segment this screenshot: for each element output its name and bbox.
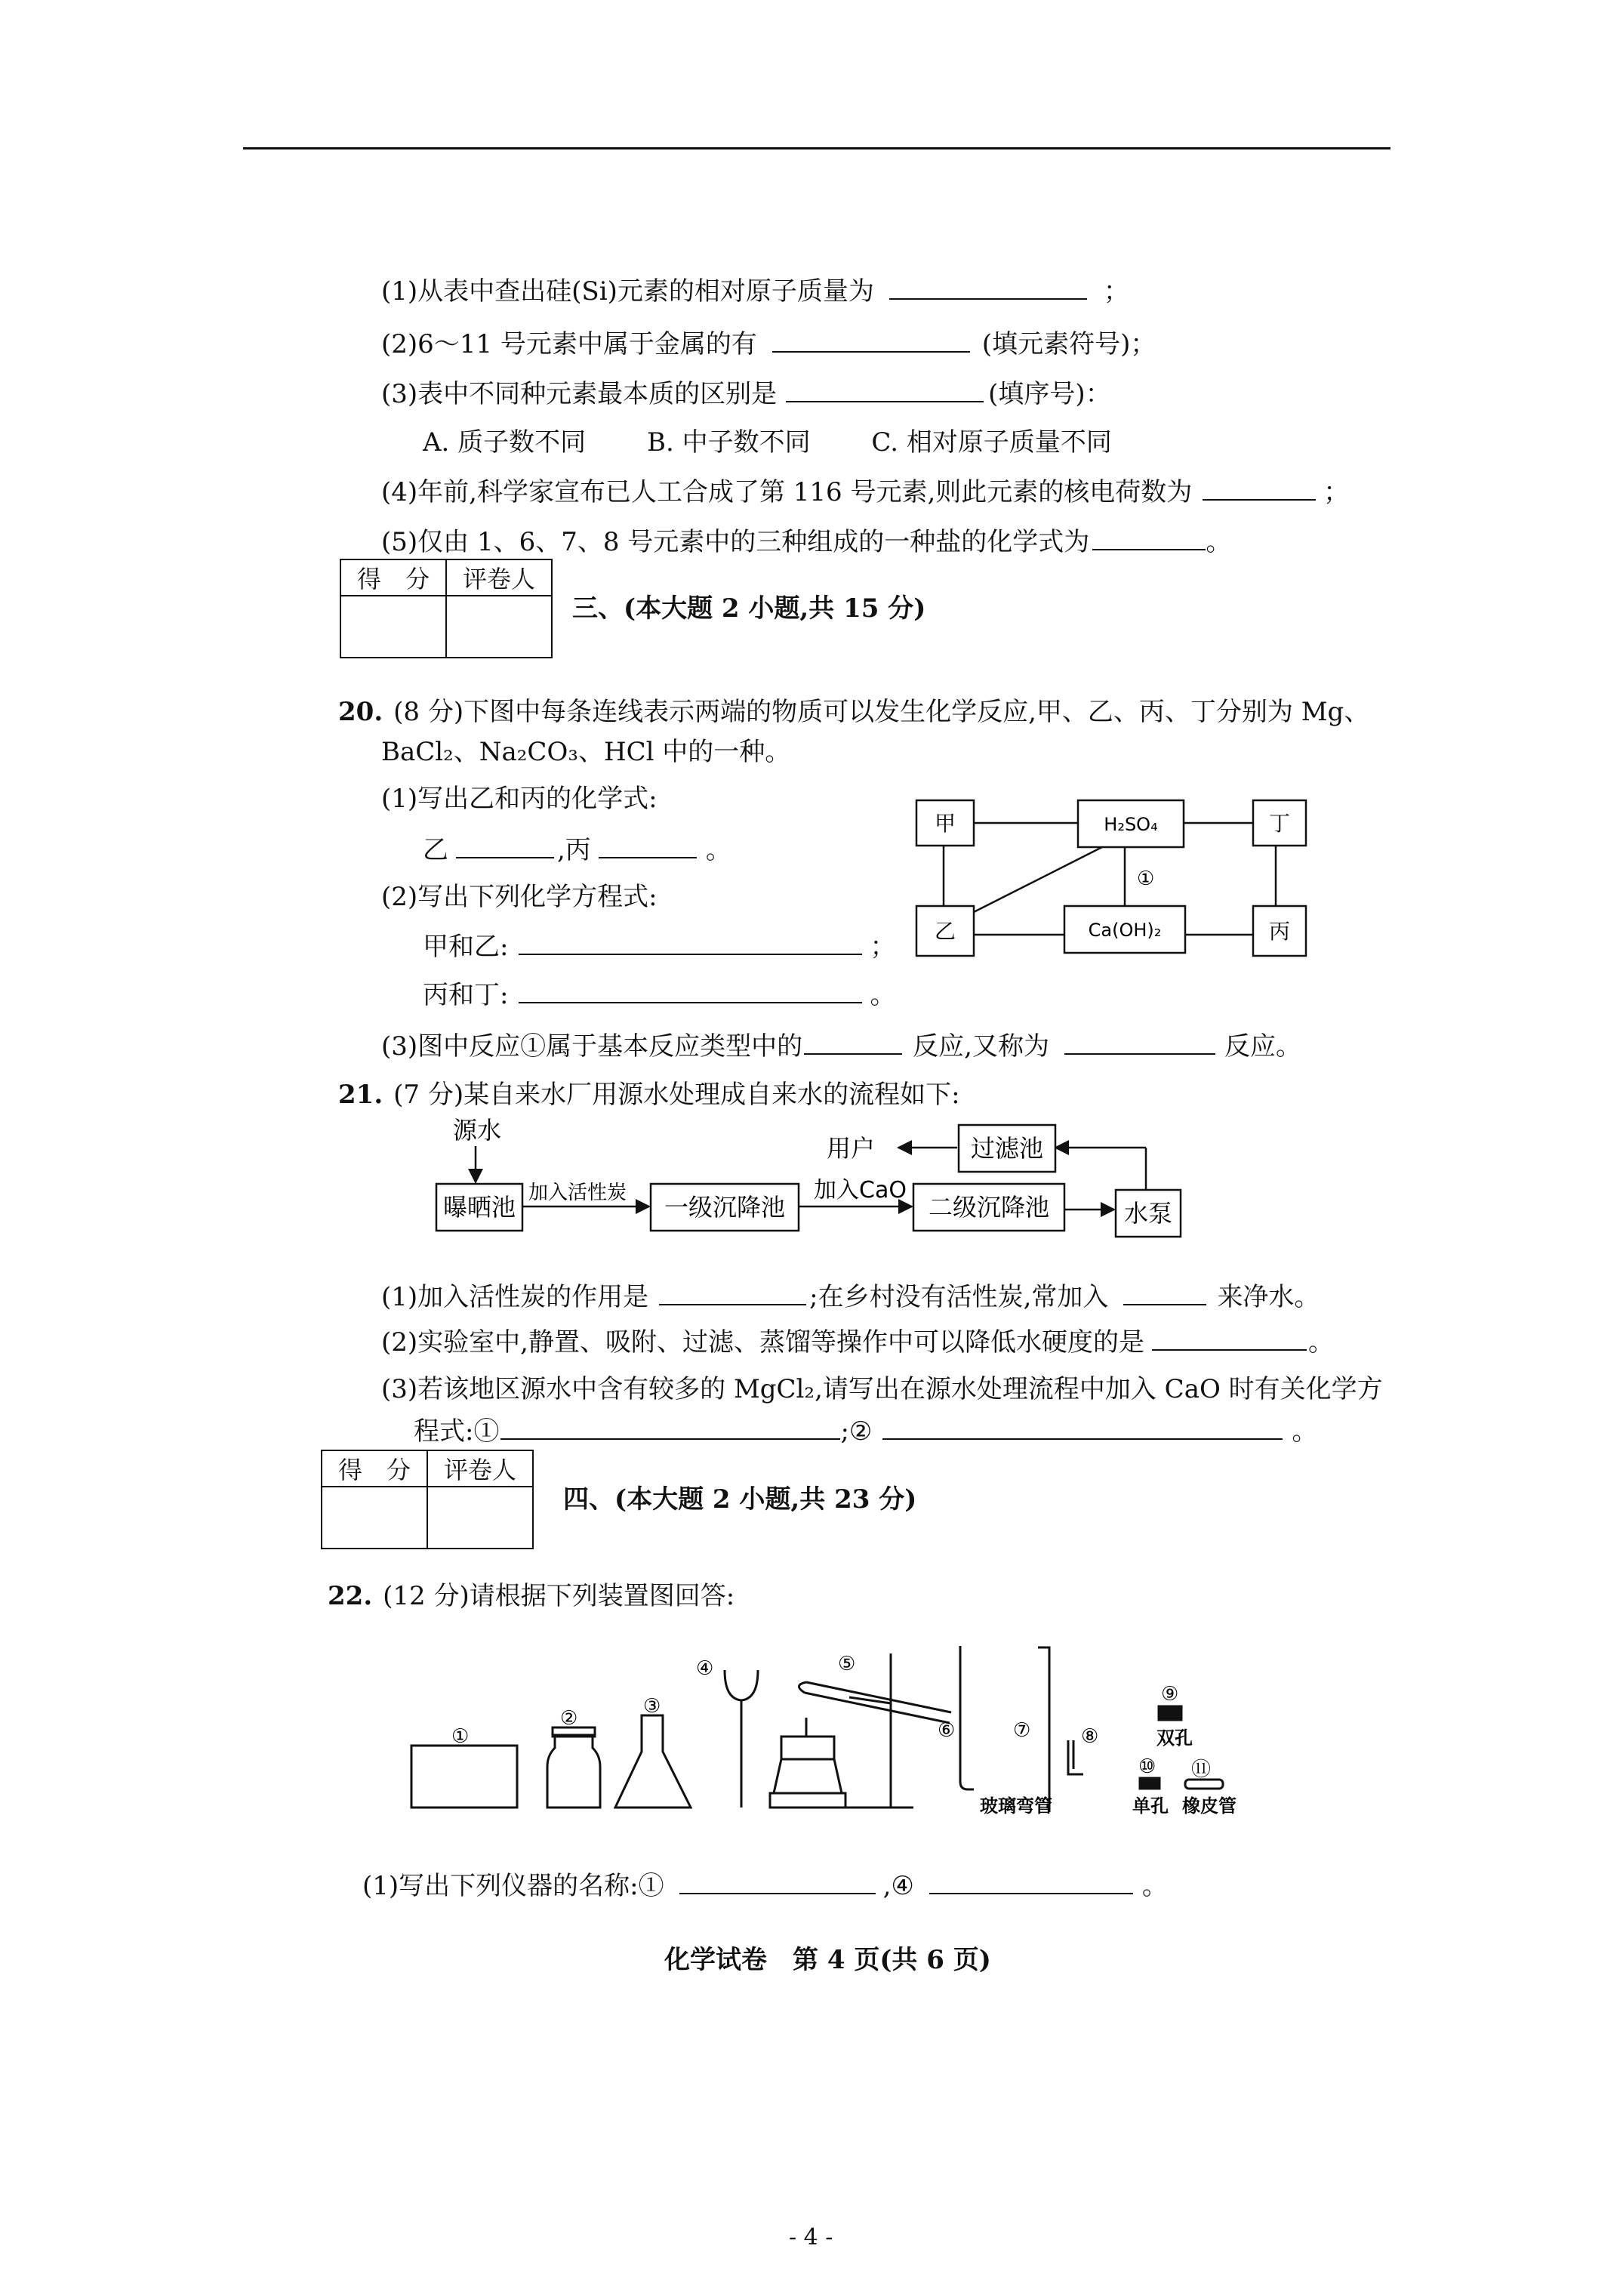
node-ding: 丁 <box>1268 811 1291 836</box>
trough-shape <box>411 1746 517 1808</box>
reaction-mark: ① <box>1137 868 1155 890</box>
answer-blank[interactable] <box>772 328 970 353</box>
label-bent-tube: 玻璃弯管 <box>980 1795 1052 1817</box>
answer-blank[interactable] <box>519 931 862 955</box>
label-n9: ⑨ <box>1161 1683 1179 1706</box>
flask-shape <box>615 1715 691 1808</box>
q21-item-2: (2)实验室中,静置、吸附、过滤、蒸馏等操作中可以降低水硬度的是 。 <box>381 1327 1334 1358</box>
funnel-shape <box>725 1670 758 1700</box>
q19-item-5: (5)仅由 1、6、7、8 号元素中的三种组成的一种盐的化学式为 。 <box>381 527 1232 557</box>
score-cell[interactable] <box>340 596 446 658</box>
flow-label-carbon: 加入活性炭 <box>528 1182 627 1204</box>
q19-item-2: (2)6～11 号元素中属于金属的有 (填元素符号)； <box>381 329 1156 359</box>
reaction-diagram <box>906 785 1329 974</box>
answer-blank[interactable] <box>1203 476 1316 501</box>
apparatus-figure <box>393 1631 1261 1827</box>
label-n3: ③ <box>643 1695 661 1718</box>
answer-blank[interactable] <box>1064 1031 1215 1055</box>
answer-blank[interactable] <box>1092 526 1206 550</box>
score-table: 得 分 评卷人 <box>321 1450 534 1549</box>
q19-item-1: (1)从表中查出硅(Si)元素的相对原子质量为 ； <box>381 276 1129 307</box>
answer-blank[interactable] <box>599 834 697 858</box>
q22-item-1: (1)写出下列仪器的名称:① ,④ 。 <box>362 1871 1168 1901</box>
q21-item-3-answers: 程式:① ;② 。 <box>414 1416 1318 1447</box>
q19-item-3: (3)表中不同种元素最本质的区别是 (填序号)： <box>381 379 1111 409</box>
answer-blank[interactable] <box>456 834 554 858</box>
score-cell[interactable] <box>322 1487 427 1549</box>
q21-item-1: (1)加入活性炭的作用是 ;在乡村没有活性炭,常加入 来净水。 <box>381 1282 1320 1312</box>
q19-options <box>423 421 1112 458</box>
flow-user: 用户 <box>827 1134 876 1163</box>
node-bing: 丙 <box>1268 919 1291 944</box>
label-rubber-tube: 橡皮管 <box>1182 1795 1236 1817</box>
flow-pump: 水泵 <box>1123 1199 1173 1228</box>
q20-item-3: (3)图中反应①属于基本反应类型中的 反应,又称为 反应。 <box>381 1031 1301 1062</box>
node-jia: 甲 <box>934 811 956 836</box>
answer-blank[interactable] <box>929 1870 1133 1894</box>
node-yi: 乙 <box>934 919 956 944</box>
answer-blank[interactable] <box>786 378 984 402</box>
header-rule <box>243 147 1390 149</box>
q22-intro: 22. (12 分)请根据下列装置图回答: <box>328 1581 735 1611</box>
answer-blank[interactable] <box>889 276 1087 300</box>
label-n8: ⑧ <box>1081 1725 1099 1748</box>
flow-pool3: 二级沉降池 <box>928 1193 1050 1222</box>
grader-cell[interactable] <box>427 1487 533 1549</box>
answer-blank[interactable] <box>679 1870 876 1894</box>
flow-label-cao: 加入CaO <box>814 1177 907 1203</box>
q20-intro-line2: BaCl₂、Na₂CO₃、HCl 中的一种。 <box>381 737 791 767</box>
node-caoh2: Ca(OH)₂ <box>1088 920 1162 941</box>
answer-blank[interactable] <box>804 1031 902 1055</box>
option-b: B. 中子数不同 <box>646 427 811 458</box>
q21-intro: 21. (7 分)某自来水厂用源水处理成自来水的流程如下: <box>338 1080 960 1110</box>
label-n11: ⑪ <box>1191 1758 1212 1781</box>
page-footer: 化学试卷 第 4 页(共 6 页) <box>664 1945 991 1975</box>
flow-filter: 过滤池 <box>970 1134 1044 1163</box>
option-c: C. 相对原子质量不同 <box>871 427 1112 458</box>
q20-item-1: (1)写出乙和丙的化学式: <box>381 784 658 814</box>
answer-blank[interactable] <box>882 1416 1283 1440</box>
answer-blank[interactable] <box>1123 1281 1206 1305</box>
score-table: 得 分 评卷人 <box>340 559 553 658</box>
answer-blank[interactable] <box>1152 1327 1307 1351</box>
label-double-hole: 双孔 <box>1156 1727 1193 1749</box>
q20-intro: 20. (8 分)下图中每条连线表示两端的物质可以发生化学反应,甲、乙、丙、丁分别为 Mg、 <box>338 697 1370 727</box>
section-4-title: 四、(本大题 2 小题,共 23 分) <box>563 1484 917 1515</box>
label-n2: ② <box>560 1707 578 1730</box>
answer-blank[interactable] <box>519 979 862 1003</box>
bottle-shape <box>547 1735 600 1808</box>
page-number: - 4 - <box>789 2224 833 2251</box>
label-n4: ④ <box>696 1657 714 1680</box>
answer-blank[interactable] <box>500 1416 840 1440</box>
label-n1: ① <box>451 1725 470 1748</box>
label-n6: ⑥ <box>938 1719 956 1742</box>
q20-item-1-answers: 乙 ,丙 。 <box>423 835 731 865</box>
flow-pool2: 一级沉降池 <box>664 1193 786 1222</box>
answer-blank[interactable] <box>659 1281 806 1305</box>
q21-item-3: (3)若该地区源水中含有较多的 MgCl₂,请写出在源水处理流程中加入 CaO 时有关化学方 <box>381 1374 1383 1404</box>
q19-item-4: (4)年前,科学家宣布已人工合成了第 116 号元素,则此元素的核电荷数为 ； <box>381 477 1350 507</box>
grader-cell[interactable] <box>446 596 552 658</box>
flow-pool1: 曝晒池 <box>442 1193 516 1222</box>
option-a: A. 质子数不同 <box>423 427 587 458</box>
q20-eq-2: 丙和丁: 。 <box>423 980 896 1010</box>
label-n5: ⑤ <box>838 1653 856 1675</box>
water-treatment-flow <box>423 1110 1208 1253</box>
q20-item-2: (2)写出下列化学方程式: <box>381 882 658 912</box>
section-3-title: 三、(本大题 2 小题,共 15 分) <box>572 593 926 624</box>
flow-source: 源水 <box>453 1116 502 1145</box>
label-single-hole: 单孔 <box>1132 1795 1169 1817</box>
node-h2so4: H₂SO₄ <box>1104 814 1158 835</box>
q20-eq-1: 甲和乙: ； <box>423 932 896 962</box>
label-n7: ⑦ <box>1013 1719 1031 1742</box>
label-n10: ⑩ <box>1138 1755 1156 1778</box>
